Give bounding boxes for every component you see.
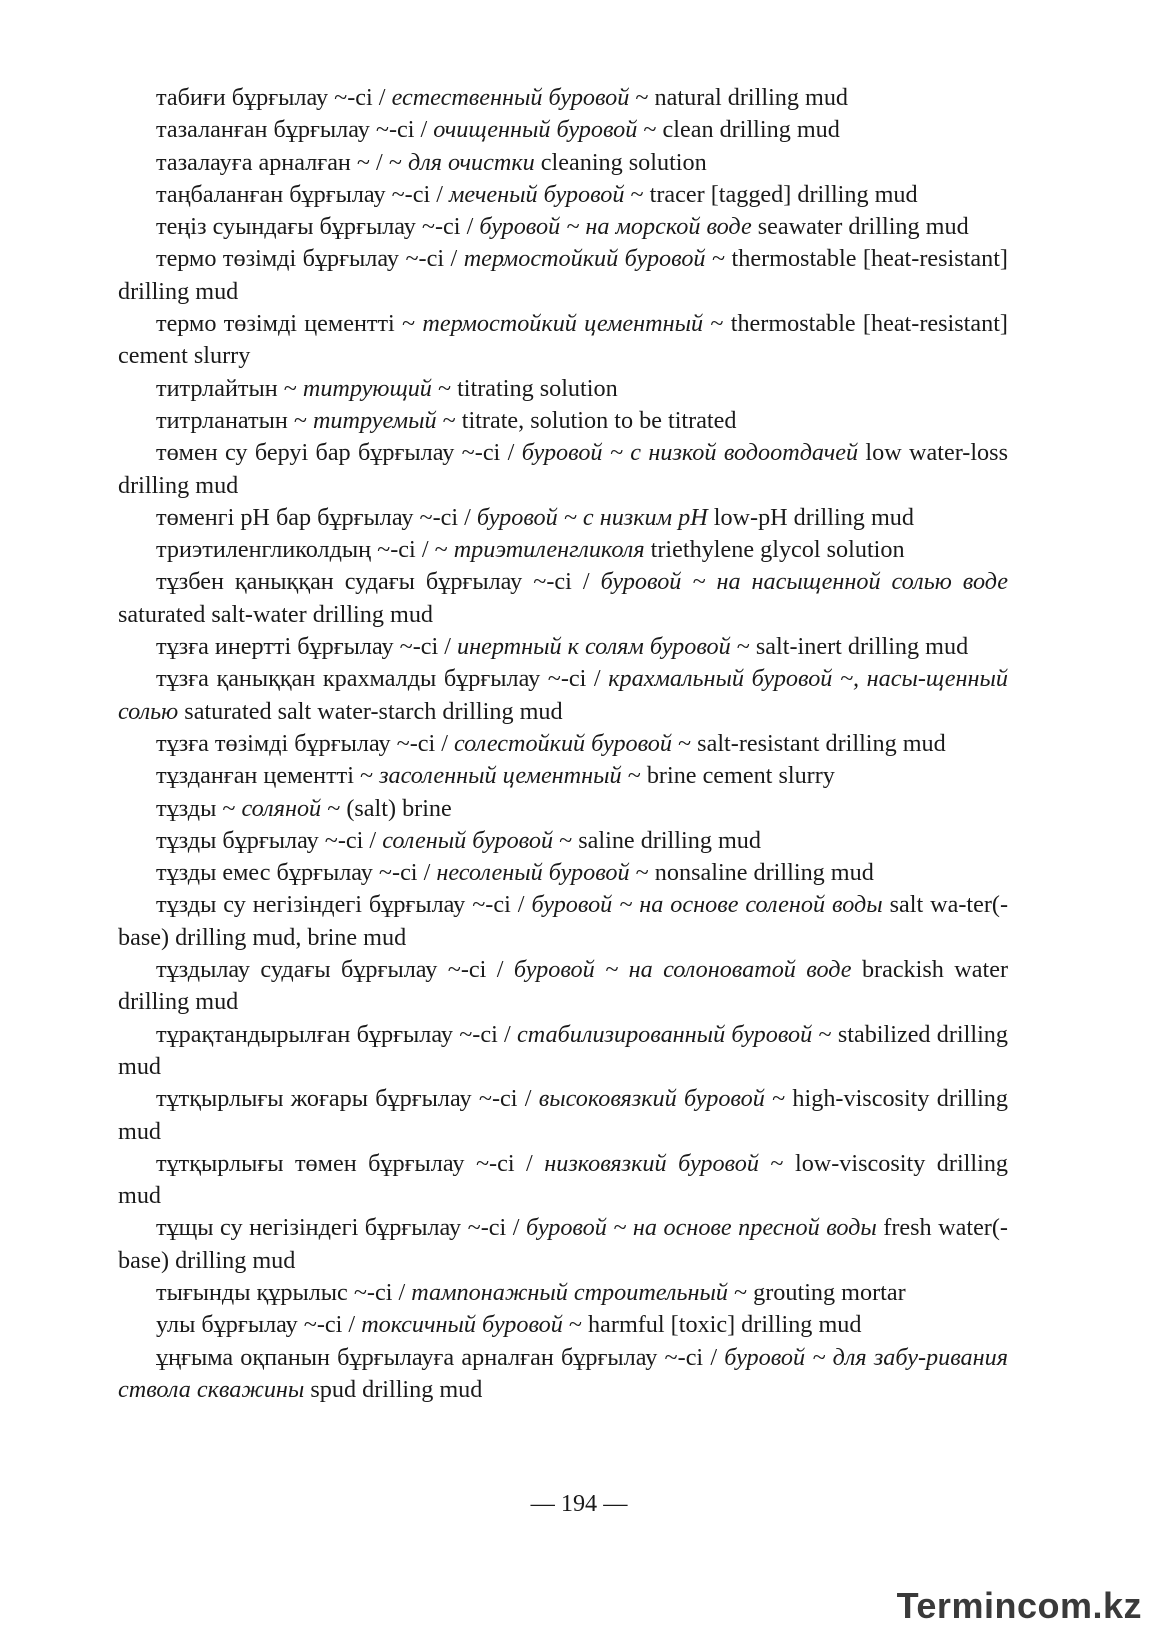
entry-kazakh-term: таңбаланған бұрғылау ~-сі /: [156, 180, 449, 208]
dictionary-entry: [118, 308, 1008, 373]
entry-kazakh-term: тұзды бұрғылау ~-сі /: [156, 826, 383, 854]
entry-english-term: ~ salt-inert drilling mud: [730, 633, 969, 661]
dictionary-entry: [118, 534, 1008, 566]
entry-kazakh-term: улы бұрғылау ~-сі /: [156, 1311, 362, 1339]
dictionary-entry: [118, 954, 1008, 1019]
dictionary-entry: [118, 211, 1008, 243]
entry-kazakh-term: титрланатын ~: [156, 406, 313, 434]
entry-english-term: ~ low-viscosity drilling mud: [118, 1149, 1009, 1210]
entry-english-term: ~ thermostable [heat-resistant] cement slurry: [118, 310, 1008, 370]
entry-kazakh-term: тұзды ~: [156, 794, 242, 822]
entry-english-term: saturated salt-water drilling mud: [118, 600, 434, 628]
entry-kazakh-term: тұзбен қаныққан судағы бұрғылау ~-сі /: [156, 568, 601, 596]
entry-kazakh-term: табиғи бұрғылау ~-сі /: [156, 84, 392, 111]
entry-english-term: ~ natural drilling mud: [629, 84, 849, 111]
entry-english-term: salt wa-ter(-base) drilling mud, brine mud: [118, 891, 1008, 951]
entry-russian-term: буровой ~ на насыщенной солью воде: [600, 568, 1008, 596]
entry-kazakh-term: төменгі pH бар бұрғылау ~-сі /: [156, 503, 477, 531]
entry-english-term: spud drilling mud: [304, 1375, 483, 1403]
entry-russian-term: крахмальный буровой ~, насы-щенный солью: [118, 665, 1008, 725]
entry-russian-term: буровой ~ на морской воде: [479, 213, 752, 241]
entry-russian-term: естественный буровой: [391, 84, 630, 111]
entry-english-term: ~ stabilized drilling mud: [118, 1020, 1008, 1080]
entry-russian-term: триэтиленгликоля: [453, 536, 645, 564]
entry-russian-term: буровой ~ на основе соленой воды: [531, 891, 883, 919]
entry-russian-term: буровой ~ на основе пресной воды: [525, 1214, 877, 1242]
entry-english-term: ~ nonsaline drilling mud: [629, 859, 874, 887]
entry-english-term: ~ brine cement slurry: [621, 762, 835, 790]
dictionary-entries: [118, 82, 1008, 1406]
entry-russian-term: для очистки: [407, 148, 535, 176]
entry-english-term: ~ grouting mortar: [727, 1278, 906, 1306]
dictionary-entry: [118, 1148, 1008, 1213]
entry-english-term: ~ tracer [tagged] drilling mud: [624, 180, 918, 208]
entry-kazakh-term: тұзды су негізіндегі бұрғылау ~-сі /: [156, 891, 532, 919]
entry-russian-term: меченый буровой: [449, 180, 625, 208]
entry-english-term: ~ salt-resistant drilling mud: [672, 729, 946, 757]
dictionary-entry: [118, 373, 1008, 405]
entry-kazakh-term: тұщы су негізіндегі бұрғылау ~-сі /: [156, 1214, 526, 1242]
dictionary-entry: [118, 631, 1008, 663]
entry-kazakh-term: теңіз суындағы бұрғылау ~-сі /: [156, 213, 480, 241]
dictionary-entry: [118, 1309, 1008, 1341]
entry-english-term: cleaning solution: [534, 148, 707, 176]
entry-kazakh-term: төмен су беруі бар бұрғылау ~-сі /: [156, 439, 522, 467]
dictionary-entry: [118, 566, 1008, 631]
entry-english-term: triethylene glycol solution: [644, 536, 905, 564]
entry-russian-term: несоленый буровой: [436, 859, 630, 887]
entry-russian-term: низковязкий буровой: [544, 1149, 759, 1177]
entry-kazakh-term: тұзданған цементті ~: [156, 762, 380, 790]
entry-english-term: ~ titrate, solution to be titrated: [436, 406, 737, 434]
dictionary-entry: [118, 405, 1008, 437]
entry-russian-term: засоленный цементный: [379, 762, 622, 790]
entry-kazakh-term: тұтқырлығы жоғары бұрғылау ~-сі /: [156, 1085, 539, 1113]
dictionary-entry: [118, 82, 1008, 114]
dictionary-entry: [118, 728, 1008, 760]
entry-russian-term: буровой ~ с низкой водоотдачей: [521, 439, 859, 467]
entry-english-term: ~ titrating solution: [431, 374, 618, 402]
dictionary-entry: [118, 1277, 1008, 1309]
entry-russian-term: соляной: [241, 794, 322, 822]
entry-kazakh-term: тұрақтандырылған бұрғылау ~-сі /: [156, 1020, 518, 1048]
dictionary-entry: [118, 243, 1008, 308]
entry-english-term: low water-loss drilling mud: [118, 439, 1008, 499]
dictionary-entry: [118, 760, 1008, 792]
entry-kazakh-term: тұзға инертті бұрғылау ~-сі /: [156, 633, 458, 661]
entry-kazakh-term: ұңғыма оқпанын бұрғылауға арналған бұрғылау ~-сі /: [156, 1343, 725, 1371]
entry-russian-term: титруемый: [312, 406, 437, 434]
entry-russian-term: термостойкий буровой: [463, 245, 706, 273]
entry-russian-term: соленый буровой: [382, 826, 554, 854]
entry-russian-term: токсичный буровой: [361, 1311, 563, 1339]
dictionary-entry: [118, 889, 1008, 954]
page-number: — 194 —: [530, 1490, 628, 1517]
entry-kazakh-term: тұзға қаныққан крахмалды бұрғылау ~-сі /: [156, 665, 609, 693]
entry-russian-term: буровой ~ для забу-ривания ствола скважины: [118, 1343, 1008, 1403]
entry-russian-term: стабилизированный буровой: [517, 1020, 813, 1048]
dictionary-entry: [118, 179, 1008, 211]
entry-russian-term: солестойкий буровой: [454, 729, 672, 757]
entry-english-term: ~ saline drilling mud: [553, 826, 761, 854]
dictionary-entry: [118, 825, 1008, 857]
entry-kazakh-term: триэтиленгликолдың ~-сі / ~: [156, 536, 454, 564]
entry-kazakh-term: тұзға төзімді бұрғылау ~-сі /: [156, 729, 455, 757]
entry-russian-term: термостойкий цементный: [422, 310, 704, 338]
entry-russian-term: высоковязкий буровой: [538, 1085, 765, 1113]
entry-kazakh-term: тұзды емес бұрғылау ~-сі /: [156, 859, 437, 887]
entry-english-term: saturated salt water-starch drilling mud: [178, 697, 563, 725]
dictionary-entry: [118, 793, 1008, 825]
entry-russian-term: тампонажный строительный: [411, 1278, 728, 1306]
entry-kazakh-term: титрлайтын ~: [156, 374, 303, 402]
entry-english-term: fresh water(-base) drilling mud: [118, 1214, 1008, 1274]
entry-russian-term: буровой ~ с низким pH: [476, 503, 708, 531]
entry-russian-term: титрующий: [302, 374, 432, 402]
entry-english-term: ~ harmful [toxic] drilling mud: [562, 1311, 862, 1339]
entry-russian-term: очищенный буровой: [433, 116, 638, 144]
dictionary-entry: [118, 663, 1008, 728]
entry-english-term: brackish water drilling mud: [118, 956, 1009, 1016]
entry-kazakh-term: тазаланған бұрғылау ~-сі /: [156, 116, 434, 144]
dictionary-entry: [118, 1212, 1008, 1277]
entry-english-term: ~ thermostable [heat-resistant] drilling mud: [118, 245, 1008, 305]
dictionary-entry: [118, 502, 1008, 534]
dictionary-entry: [118, 437, 1008, 502]
entry-english-term: seawater drilling mud: [751, 213, 969, 241]
dictionary-entry: [118, 1083, 1008, 1148]
watermark-logo: Termincom.kz: [896, 1585, 1142, 1626]
dictionary-entry: [118, 1342, 1008, 1407]
dictionary-entry: [118, 114, 1008, 146]
dictionary-entry: [118, 857, 1008, 889]
dictionary-entry: [118, 147, 1008, 179]
entry-kazakh-term: термо төзімді бұрғылау ~-сі /: [156, 245, 464, 273]
entry-kazakh-term: термо төзімді цементті ~: [156, 310, 423, 338]
entry-kazakh-term: тұздылау судағы бұрғылау ~-сі /: [156, 956, 514, 984]
entry-russian-term: буровой ~ на солоноватой воде: [513, 956, 852, 984]
entry-english-term: ~ clean drilling mud: [637, 116, 840, 144]
entry-kazakh-term: тұтқырлығы төмен бұрғылау ~-сі /: [156, 1149, 545, 1177]
entry-kazakh-term: тазалауға арналған ~ / ~: [156, 148, 408, 176]
entry-english-term: ~ (salt) brine: [321, 794, 452, 822]
entry-english-term: low-pH drilling mud: [707, 503, 914, 531]
entry-kazakh-term: тығынды құрылыс ~-сі /: [156, 1278, 412, 1306]
entry-english-term: ~ high-viscosity drilling mud: [118, 1085, 1008, 1145]
entry-russian-term: инертный к солям буровой: [457, 633, 731, 661]
dictionary-entry: [118, 1019, 1008, 1084]
